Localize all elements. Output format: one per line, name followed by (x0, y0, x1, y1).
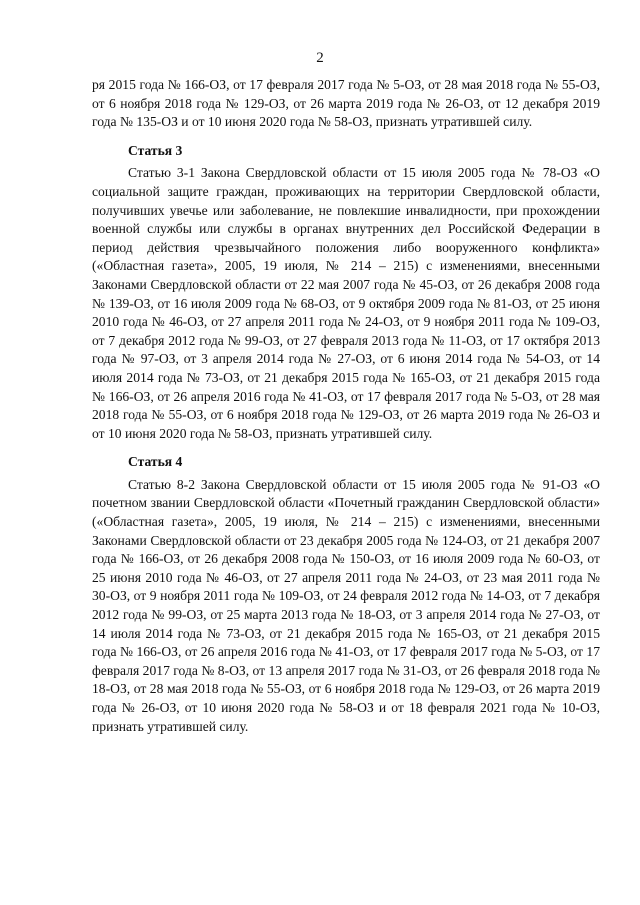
article-4-text: Статью 8-2 Закона Свердловской области от 15 июля 2005 года № 91-ОЗ «О почетном звании Свердловской области «Почетный гражданин Свердловской области» («Областная газета», 2005, 19 июля, № 214 – 215) с изменениями, внесенными Законами Свердловской области от 23 декабря 2005 года № 124-ОЗ, от 21 декабря 2007 года № 166-ОЗ, от 26 декабря 2008 года № 150-ОЗ, от 16 июля 2009 года № 60-ОЗ, от 25 июня 2010 года № 46-ОЗ, от 27 апреля 2011 года № 24-ОЗ, от 23 мая 2011 года № 30-ОЗ, от 9 ноября 2011 года № 109-ОЗ, от 24 февраля 2012 года № 14-ОЗ, от 7 декабря 2012 года № 99-ОЗ, от 25 марта 2013 года № 18-ОЗ, от 3 апреля 2014 года № 27-ОЗ, от 14 июля 2014 года № 73-ОЗ, от 21 декабря 2015 года № 165-ОЗ, от 21 декабря 2015 года № 166-ОЗ, от 26 апреля 2016 года № 41-ОЗ, от 17 февраля 2017 года № 5-ОЗ, от 17 февраля 2017 года № 8-ОЗ, от 13 апреля 2017 года № 31-ОЗ, от 26 февраля 2018 года № 18-ОЗ, от 28 мая 2018 года № 55-ОЗ, от 6 ноября 2018 года № 129-ОЗ, от 26 марта 2019 года № 26-ОЗ, от 10 июня 2020 года № 58-ОЗ и от 18 февраля 2021 года № 10-ОЗ, признать утратившей силу. (92, 476, 600, 734)
document-body (92, 76, 600, 736)
article-3-text: Статью 3-1 Закона Свердловской области от 15 июля 2005 года № 78-ОЗ «О социальной защите граждан, проживающих на территории Свердловской области, получивших увечье или заболевание, не повлекшие инвалидности, при прохождении военной службы или службы в органах внутренних дел Российской Федерации в период действия чрезвычайного положения либо вооруженного конфликта» («Областная газета», 2005, 19 июля, № 214 – 215) с изменениями, внесенными Законами Свердловской области от 22 мая 2007 года № 45-ОЗ, от 26 декабря 2008 года № 139-ОЗ, от 16 июля 2009 года № 68-ОЗ, от 9 октября 2009 года № 81-ОЗ, от 25 июня 2010 года № 46-ОЗ, от 27 апреля 2011 года № 24-ОЗ, от 9 ноября 2011 года № 109-ОЗ, от 7 декабря 2012 года № 99-ОЗ, от 27 февраля 2013 года № 11-ОЗ, от 17 октября 2013 года № 97-ОЗ, от 3 апреля 2014 года № 27-ОЗ, от 6 июня 2014 года № 54-ОЗ, от 14 июля 2014 года № 73-ОЗ, от 21 декабря 2015 года № 165-ОЗ, от 21 декабря 2015 года № 166-ОЗ, от 26 апреля 2016 года № 41-ОЗ, от 17 февраля 2017 года № 5-ОЗ, от 28 мая 2018 года № 55-ОЗ, от 6 ноября 2018 года № 129-ОЗ, от 26 марта 2019 года № 26-ОЗ и от 10 июня 2020 года № 58-ОЗ, признать утратившей силу. (92, 165, 600, 441)
paragraph-continuation: ря 2015 года № 166-ОЗ, от 17 февраля 2017 года № 5-ОЗ, от 28 мая 2018 года № 55-ОЗ, от 6 ноября 2018 года № 129-ОЗ, от 26 марта 2019 года № 26-ОЗ, от 12 декабря 2019 года № 135-ОЗ и от 10 июня 2020 года № 58-ОЗ, признать утратившей силу. (92, 77, 600, 130)
article-3-heading: Статья 3 (128, 142, 183, 158)
page-number: 2 (316, 50, 324, 66)
article-4-heading: Статья 4 (128, 454, 183, 470)
